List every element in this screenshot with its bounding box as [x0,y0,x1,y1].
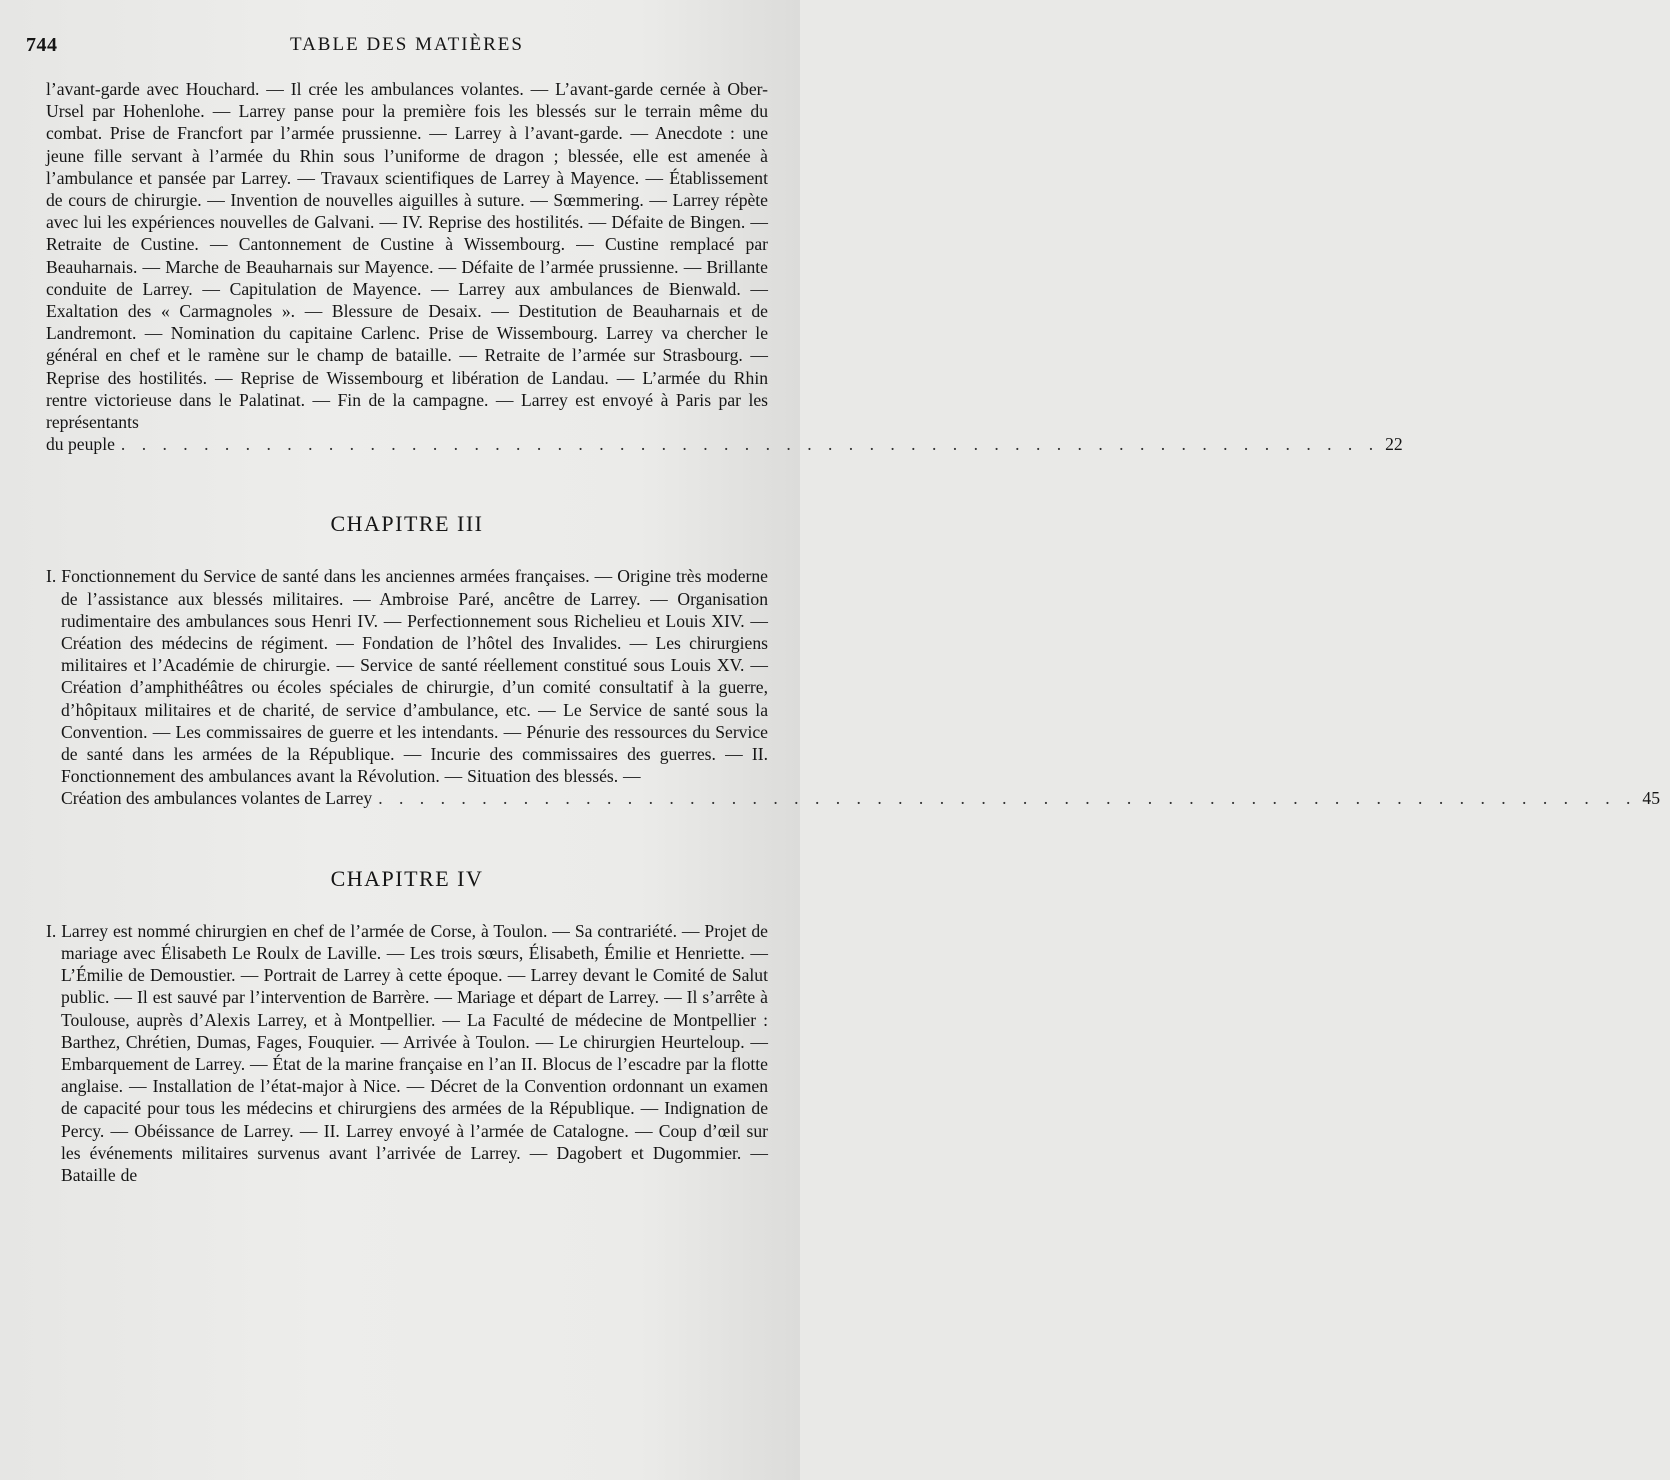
page-header [26,30,768,60]
chapter-iii-text: I. Fonctionnement du Service de santé dans les anciennes armées françaises. — Origine très moderne de l’assistance aux blessés militaires. — Ambroise Paré, ancêtre de Larrey. — Organisation rudimentaire des ambulances sous Henri IV. — Perfectionnement sous Richelieu et Louis XIV. — Création des médecins de régiment. — Fondation de l’hôtel des Invalides. — Les chirurgiens militaires et l’Académie de chirurgie. — Service de santé réellement constitué sous Louis XV. — Création d’amphithéâtres ou écoles spéciales de chirurgie, d’un comité consultatif à la guerre, d’hôpitaux militaires et de charité, de service d’ambulance, etc. — Le Service de santé sous la Convention. — Les commissaires de guerre et les intendants. — Pénurie des ressources du Service de santé dans les armées de la République. — Incurie des commissaires des guerres. — II. Fonctionnement des ambulances avant la Révolution. — Situation des blessés. — [46,566,768,787]
entry-last-line: du peuple [46,434,115,455]
dot-leader: . . . . . . . . . . . . . . . . . . . . . . . . . . . . . . . . . . . . . . . . . . . . . . . . . . . . . . . . . . . . . [378,788,1637,809]
running-title: TABLE DES MATIÈRES [290,34,524,55]
chapter-iv-text: I. Larrey est nommé chirurgien en chef de l’armée de Corse, à Toulon. — Sa contrariété. — Projet de mariage avec Élisabeth Le Roulx de Laville. — Les trois sœurs, Élisabeth, Émilie et Henriette. — L’Émilie de Demoustier. — Portrait de Larrey à cette époque. — Larrey devant le Comité de Salut public. — Il est sauvé par l’intervention de Barrère. — Mariage et départ de Larrey. — Il s’arrête à Toulouse, auprès d’Alexis Larrey, et à Montpellier. — La Faculté de médecine de Montpellier : Barthez, Chrétien, Dumas, Fages, Fouquier. — Arrivée à Toulon. — Le chirurgien Heurteloup. — Embarquement de Larrey. — État de la marine française en l’an II. Blocus de l’escadre par la flotte anglaise. — Installation de l’état-major à Nice. — Décret de la Convention ordonnant un examen de capacité pour tous les médecins et chirurgiens des armées de la République. — Indignation de Percy. — Obéissance de Larrey. — II. Larrey envoyé à l’armée de Catalogne. — Coup d’œil sur les événements militaires survenus avant l’arrivée de Larrey. — Dagobert et Dugommier. — Bataille de [46,920,768,1185]
toc-entry-end [46,787,1661,809]
page-reference: 22 [1385,434,1403,455]
page-number: 744 [26,34,58,56]
entry-last-line: Création des ambulances volantes de Larrey [61,788,373,809]
chapter-iii-summary [46,565,1661,809]
toc-entry-end [46,433,1403,455]
chapter-ii-continuation [46,78,1403,455]
chapter-iv-summary [46,920,768,1186]
continuation-text: l’avant-garde avec Houchard. — Il crée les ambulances volantes. — L’avant-garde cernée à Ober-Ursel par Hohenlohe. — Larrey panse pour la première fois les blessés sur le terrain même du combat. Prise de Francfort par l’armée prussienne. — Larrey à l’avant-garde. — Anecdote : une jeune fille servant à l’armée du Rhin sous l’uniforme de dragon ; blessée, elle est amenée à l’ambulance et pansée par Larrey. — Travaux scientifiques de Larrey à Mayence. — Établissement de cours de chirurgie. — Invention de nouvelles aiguilles à suture. — Sœmmering. — Larrey répète avec lui les expériences nouvelles de Galvani. — IV. Reprise des hostilités. — Défaite de Bingen. — Retraite de Custine. — Cantonnement de Custine à Wissembourg. — Custine remplacé par Beauharnais. — Marche de Beauharnais sur Mayence. — Défaite de l’armée prussienne. — Brillante conduite de Larrey. — Capitulation de Mayence. — Larrey aux ambulances de Bienwald. — Exaltation des « Carmagnoles ». — Blessure de Desaix. — Destitution de Beauharnais et de Landremont. — Nomination du capitaine Carlenc. Prise de Wissembourg. Larrey va chercher le général en chef et le ramène sur le champ de bataille. — Retraite de l’armée sur Strasbourg. — Reprise des hostilités. — Reprise de Wissembourg et libération de Landau. — L’armée du Rhin rentre victorieuse dans le Palatinat. — Fin de la campagne. — Larrey est envoyé à Paris par les représentants [46,79,768,433]
page-reference: 45 [1642,788,1661,809]
dot-leader: . . . . . . . . . . . . . . . . . . . . . . . . . . . . . . . . . . . . . . . . . . . . . . . . . . . . . . . . . . . . . [120,434,1380,455]
chapter-title-iii: CHAPITRE III [330,511,484,537]
chapter-title-iv: CHAPITRE IV [330,865,484,891]
